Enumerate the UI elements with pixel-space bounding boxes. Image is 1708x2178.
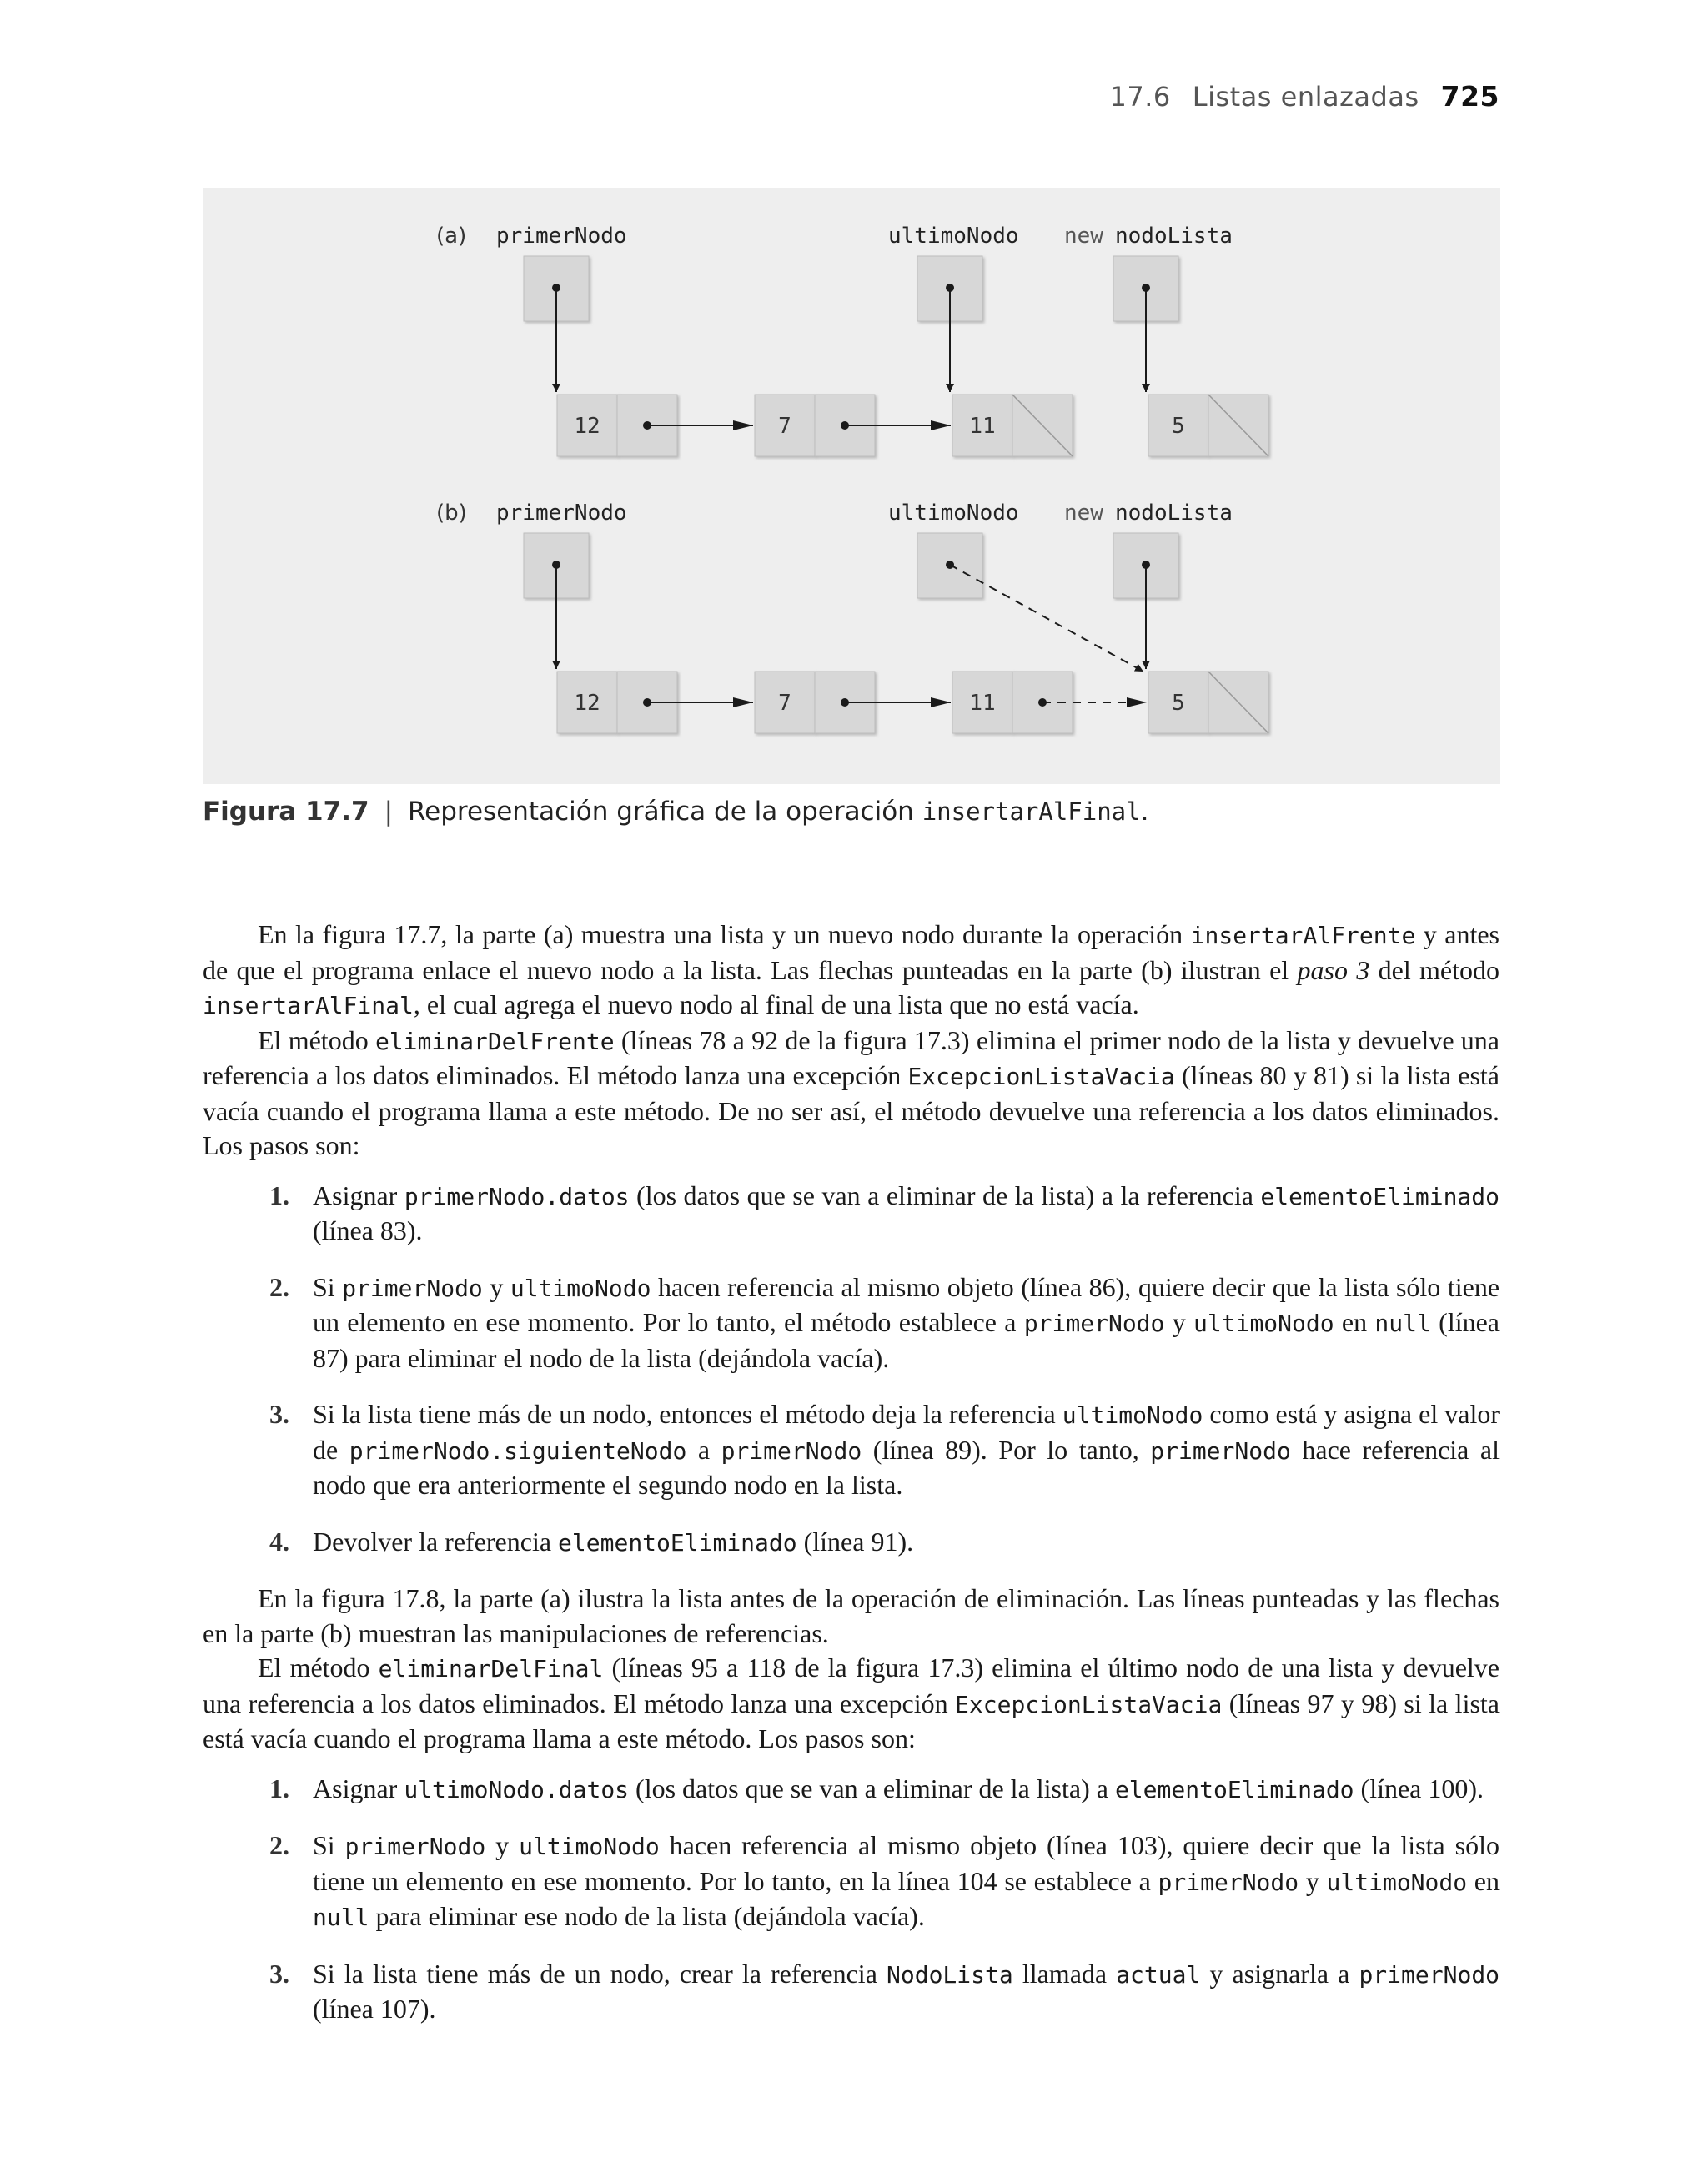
paragraph-2: El método eliminarDelFrente (líneas 78 a 92 de la figura 17.3) elimina el primer nodo de la lista y devuelve una referencia a los datos eliminados. El método lanza una excepción ExcepcionListaVacia (líneas 80 y 81) si la lista está vacía cuando el programa llama a este método. De no ser así, el método devuelve una referencia a los datos eliminados. Los pasos son:: [203, 1024, 1500, 1160]
section-title: Listas enlazadas: [1192, 81, 1419, 113]
panel-a-node-5: [1148, 395, 1268, 456]
node-value: 7: [778, 691, 791, 716]
list-item: 1. Asignar ultimoNodo.datos (los datos que se van a eliminar de la lista) a elementoEliminado (línea 100).: [269, 1773, 1484, 1803]
caption-text: Representación gráfica de la operación insertarAlFinal.: [408, 797, 1149, 827]
list-item: 4. Devolver la referencia elementoEliminado (línea 91).: [269, 1526, 914, 1557]
list-item: 3. Si la lista tiene más de un nodo, entonces el método deja la referencia ultimoNodo como está y asigna el valor de primerNodo.siguienteNodo a primerNodo (línea 89). Por lo tanto, primerNodo hace referencia al nodo que era anteriormente el segundo nodo en la lista.: [269, 1399, 1500, 1500]
steps-list-1: [203, 1179, 1500, 1561]
node-value: 5: [1172, 691, 1185, 716]
paragraph-1: En la figura 17.7, la parte (a) muestra una lista y un nuevo nodo durante la operación insertarAlFrente y antes de que el programa enlace el nuevo nodo a la lista. Las flechas punteadas en la parte (b) ilustran el paso 3 del método insertarAlFinal, el cual agrega el nuevo nodo al final de una lista que no está vacía.: [203, 919, 1500, 1019]
node-value: 7: [778, 414, 791, 439]
node-value: 11: [969, 691, 996, 716]
node-value: 12: [574, 691, 600, 716]
panel-b-new-ref-label: nodoLista: [1115, 500, 1233, 526]
caption-separator: |: [384, 797, 394, 827]
node-value: 5: [1172, 414, 1185, 439]
panel-a-last-ref-label: ultimoNodo: [888, 224, 1019, 249]
list-item: 3. Si la lista tiene más de un nodo, crear la referencia NodoLista llamada actual y asignarla a primerNodo (línea 107).: [269, 1958, 1500, 2024]
panel-b-label: (b): [436, 500, 467, 526]
panel-b-last-ref-label: ultimoNodo: [888, 500, 1019, 526]
steps-list-2: [203, 1772, 1500, 2027]
figure-17-7: [203, 188, 1500, 784]
node-value: 11: [969, 414, 996, 439]
panel-a-node-11: [952, 395, 1073, 456]
list-item: 2. Si primerNodo y ultimoNodo hacen referencia al mismo objeto (línea 103), quiere decir que la lista sólo tiene un elemento en ese momento. Por lo tanto, en la línea 104 se establece a primerNodo y ultimoNodo en null para eliminar ese nodo de la lista (dejándola vacía).: [269, 1830, 1500, 1931]
panel-b-node-11: [952, 672, 1073, 733]
page-number: 725: [1440, 80, 1500, 113]
panel-a-label: (a): [436, 224, 467, 249]
panel-b-node-5: [1148, 672, 1268, 733]
panel-a-new-keyword: new: [1064, 224, 1103, 249]
linked-list-diagram: [203, 188, 1500, 784]
panel-b: [436, 500, 1268, 733]
list-item: 1. Asignar primerNodo.datos (los datos que se van a eliminar de la lista) a la referencia elementoEliminado (línea 83).: [269, 1180, 1500, 1245]
section-number: 17.6: [1109, 81, 1171, 113]
panel-a-first-ref-label: primerNodo: [496, 224, 627, 249]
running-head: [1110, 80, 1500, 113]
panel-b-first-ref-label: primerNodo: [496, 500, 627, 526]
node-value: 12: [574, 414, 600, 439]
list-item: 2. Si primerNodo y ultimoNodo hacen referencia al mismo objeto (línea 86), quiere decir que la lista sólo tiene un elemento en ese momento. Por lo tanto, el método establece a primerNodo y ultimoNodo en null (línea 87) para eliminar el nodo de la lista (dejándola vacía).: [269, 1271, 1500, 1373]
panel-a: [436, 224, 1268, 456]
figure-label: Figura 17.7: [203, 797, 369, 827]
body-text: [203, 918, 1500, 2049]
panel-a-new-ref-label: nodoLista: [1115, 224, 1233, 249]
panel-b-new-keyword: new: [1064, 500, 1103, 526]
paragraph-3: En la figura 17.8, la parte (a) ilustra la lista antes de la operación de eliminación. Las líneas punteadas y las flechas en la parte (b) muestran las manipulaciones de referencias.: [203, 1583, 1500, 1648]
figure-caption: [203, 797, 1148, 827]
paragraph-4: El método eliminarDelFinal (líneas 95 a 118 de la figura 17.3) elimina el último nodo de una lista y devuelve una referencia a los datos eliminados. El método lanza una excepción ExcepcionListaVacia (líneas 97 y 98) si la lista está vacía cuando el programa llama a este método. Los pasos son:: [203, 1652, 1500, 1753]
